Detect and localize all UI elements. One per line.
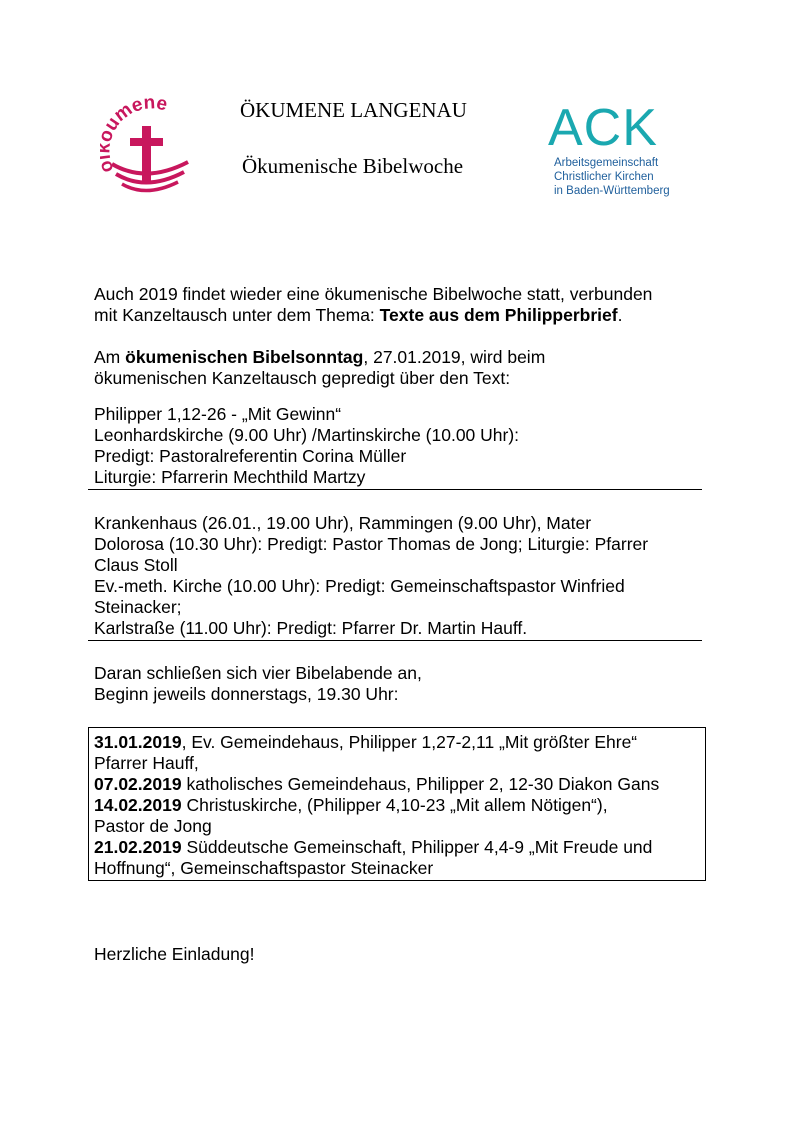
page-title: ÖKUMENE LANGENAU <box>240 98 467 122</box>
ack-logo-line: Arbeitsgemeinschaft <box>554 157 659 169</box>
sunday-line: ökumenischen Kanzeltausch gepredigt über den Text: <box>94 368 511 388</box>
sunday-line <box>94 347 545 368</box>
evening-text: Christuskirche, (Philipper 4,10-23 „Mit allem Nötigen“), <box>181 795 608 815</box>
page-subtitle: Ökumenische Bibelwoche <box>242 154 464 178</box>
intro-text: . <box>617 305 623 325</box>
sunday-text: , 27.01.2019, wird beim <box>363 347 546 367</box>
evening-date: 31.01.2019 <box>94 732 182 752</box>
evening-item-cont: Pastor de Jong <box>94 816 212 836</box>
intro-line: Auch 2019 findet wieder eine ökumenische Bibelwoche statt, verbunden <box>94 284 653 304</box>
sunday-text: Am <box>94 347 126 367</box>
evenings-intro-line: Daran schließen sich vier Bibelabende an, <box>94 663 422 683</box>
block2-line: Steinacker; <box>94 597 182 617</box>
evening-text: , Ev. Gemeindehaus, Philipper 1,27-2,11 „Mit größter Ehre“ <box>181 732 638 752</box>
evening-date: 14.02.2019 <box>94 795 182 815</box>
block2-line: Karlstraße (11.00 Uhr): Predigt: Pfarrer Dr. Martin Hauff. <box>94 618 528 638</box>
ack-logo <box>548 100 698 210</box>
oikoumene-logo-icon <box>100 92 200 200</box>
block1-line: Liturgie: Pfarrerin Mechthild Martzy <box>94 467 366 487</box>
intro-text: mit Kanzeltausch unter dem Thema: <box>94 305 380 325</box>
evening-date: 21.02.2019 <box>94 837 182 857</box>
evening-item-cont: Hoffnung“, Gemeinschaftspastor Steinacker <box>94 858 434 878</box>
divider <box>88 640 702 641</box>
ack-logo-abbr: ACK <box>548 99 658 157</box>
evening-item <box>94 795 608 816</box>
ack-logo-line: in Baden-Württemberg <box>554 185 670 197</box>
closing-text: Herzliche Einladung! <box>94 944 255 964</box>
svg-text:oikoumene <box>100 92 169 175</box>
oikoumene-logo <box>100 92 200 200</box>
intro-line <box>94 305 622 326</box>
block2-line: Dolorosa (10.30 Uhr): Predigt: Pastor Thomas de Jong; Liturgie: Pfarrer <box>94 534 649 554</box>
evening-item <box>94 837 652 858</box>
theme-text: Texte aus dem Philipperbrief <box>379 305 618 325</box>
sunday-bold-text: ökumenischen Bibelsonntag <box>125 347 364 367</box>
ack-logo-line: Christlicher Kirchen <box>554 171 654 183</box>
oikoumene-logo-text: umene <box>100 92 170 135</box>
evening-text: Süddeutsche Gemeinschaft, Philipper 4,4-9 „Mit Freude und <box>181 837 653 857</box>
evening-item <box>94 774 659 795</box>
block1-line: Leonhardskirche (9.00 Uhr) /Martinskirche (10.00 Uhr): <box>94 425 520 445</box>
block2-line: Ev.-meth. Kirche (10.00 Uhr): Predigt: Gemeinschaftspastor Winfried <box>94 576 625 596</box>
divider <box>88 489 702 490</box>
block1-line: Philipper 1,12-26 - „Mit Gewinn“ <box>94 404 342 424</box>
evening-date: 07.02.2019 <box>94 774 182 794</box>
block2-line: Krankenhaus (26.01., 19.00 Uhr), Rammingen (9.00 Uhr), Mater <box>94 513 592 533</box>
evening-item-cont: Pfarrer Hauff, <box>94 753 199 773</box>
block1-line: Predigt: Pastoralreferentin Corina Müller <box>94 446 407 466</box>
block2-line: Claus Stoll <box>94 555 178 575</box>
evening-text: katholisches Gemeindehaus, Philipper 2, 12-30 Diakon Gans <box>181 774 660 794</box>
evenings-intro-line: Beginn jeweils donnerstags, 19.30 Uhr: <box>94 684 399 704</box>
evening-item <box>94 732 637 753</box>
